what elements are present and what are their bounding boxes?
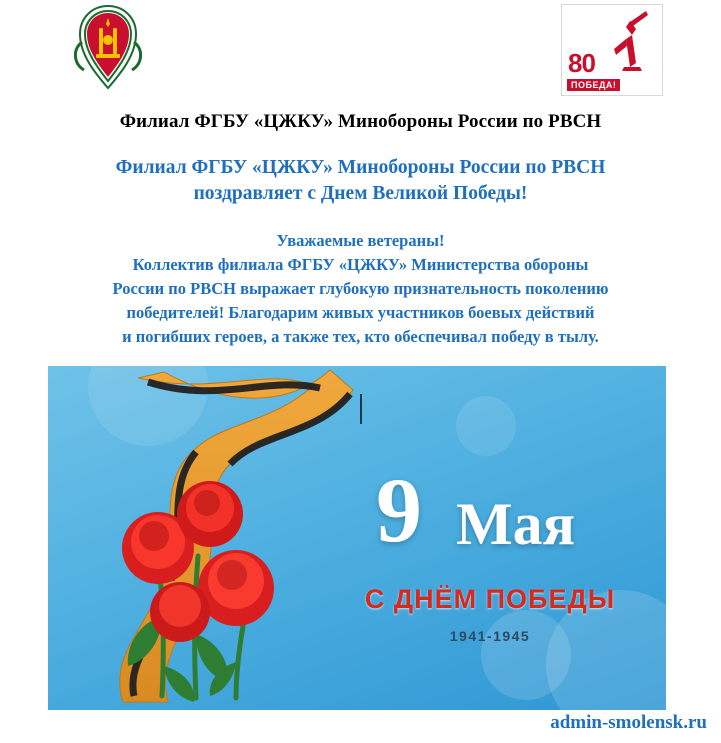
victory-day-poster [48,366,666,710]
body-line-1: Уважаемые ветераны! [276,230,445,250]
motherland-calls-statue-icon [596,9,658,78]
victory-80-badge [561,4,663,96]
page-title: Филиал ФГБУ «ЦЖКУ» Минобороны России по РВСН [119,111,602,132]
rvsn-emblem [66,2,150,98]
badge-caption: ПОБЕДА! [567,79,620,91]
poster-month-label: Мая [456,491,576,557]
body-line-3: России по РВСН выражает глубокую признательность поколению [112,278,609,298]
greeting-line-2: поздравляет с Днем Великой Победы! [193,182,528,204]
decorative-bubble [481,610,571,700]
red-carnation-icon [177,481,243,547]
body-line-5: и погибших героев, а также тех, кто обеспечивал победу в тылу. [122,326,599,346]
decorative-bubble [456,396,516,456]
greeting-block [0,155,721,207]
site-watermark: admin-smolensk.ru [550,712,707,733]
st-george-ribbon-and-carnations [68,366,388,710]
body-line-2: Коллектив филиала ФГБУ «ЦЖКУ» Министерства обороны [132,254,589,274]
poster-slogan: С ДНЁМ ПОБЕДЫ [364,584,616,614]
poster-years: 1941-1945 [449,628,531,644]
body-line-4: победителей! Благодарим живых участников боевых действий [126,302,595,322]
greeting-line-1: Филиал ФГБУ «ЦЖКУ» Минобороны России по РВСН [115,157,606,178]
body-block [0,229,721,349]
badge-number: 80 [568,48,595,78]
header [0,0,721,105]
red-carnation-icon [150,582,210,642]
poster-number-nine: 9 [376,459,422,561]
